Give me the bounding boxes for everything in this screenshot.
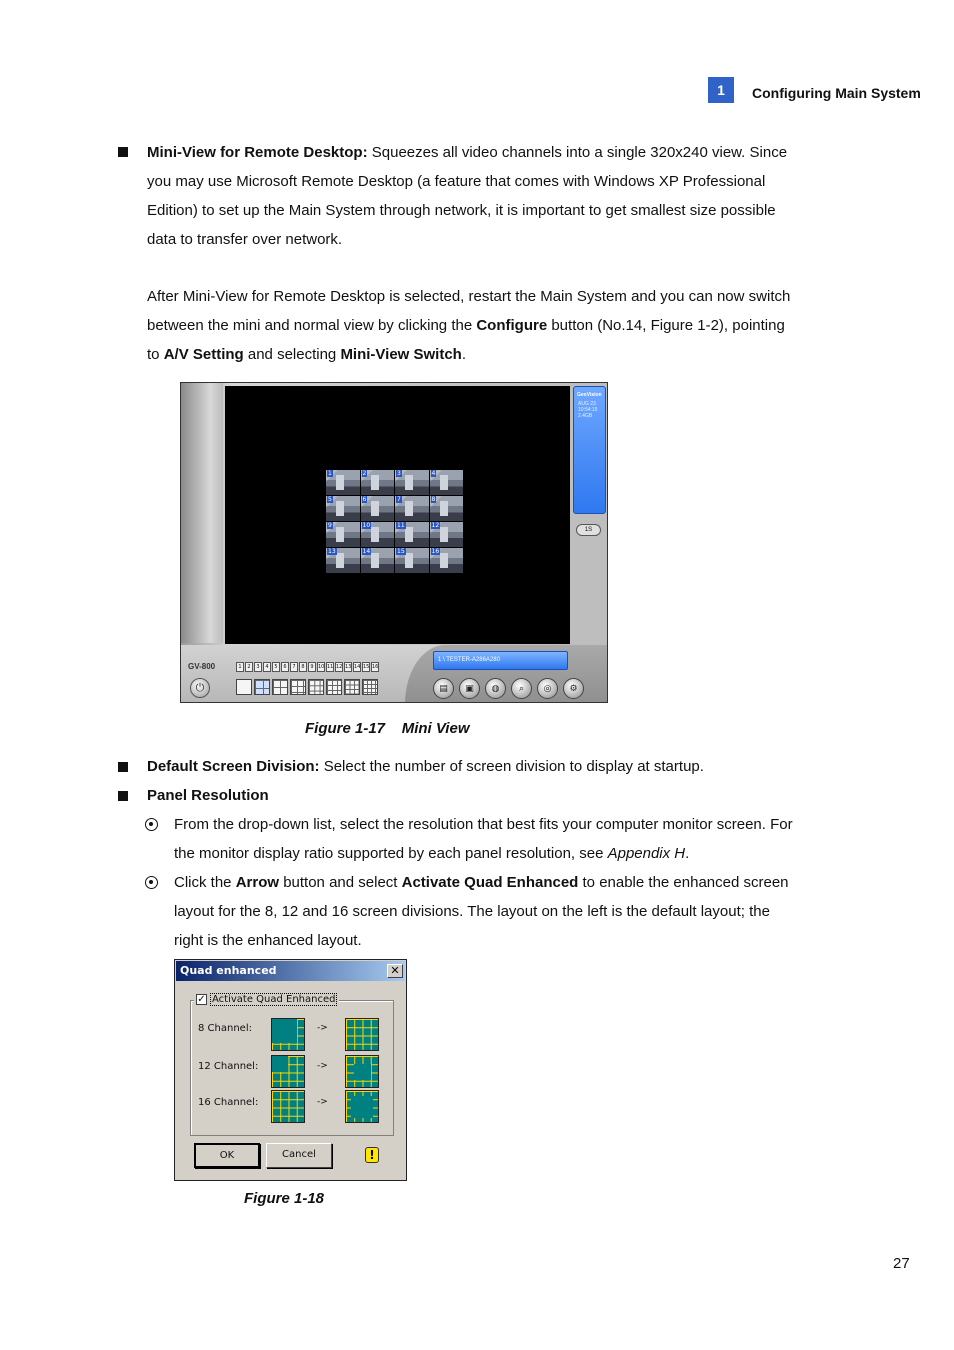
circle-bullet-icon bbox=[145, 876, 158, 889]
camera-number-label: 12 bbox=[431, 522, 440, 529]
ok-button[interactable]: OK bbox=[194, 1143, 260, 1168]
quad-enhanced-dialog bbox=[174, 959, 407, 1181]
channel-button[interactable]: 9 bbox=[308, 662, 316, 672]
channel-button[interactable]: 14 bbox=[354, 664, 361, 670]
channel-button[interactable]: 1 bbox=[236, 662, 244, 672]
default-12-channel-layout-icon bbox=[271, 1055, 305, 1088]
channel-button-row bbox=[236, 662, 379, 672]
mini-view-description: Mini-View for Remote Desktop: Squeezes all video channels into a single 320x240 view. Since you may use Microsoft Remote Desktop (a feature that comes with Windows XP Professional Edition) to set up the Main System through network, it is important to get smallest size possible data to transfer over network. bbox=[147, 144, 788, 248]
channel-button[interactable]: 7 bbox=[290, 662, 298, 672]
camera-thumbnail[interactable] bbox=[361, 522, 395, 547]
camera-number-label: 2 bbox=[362, 470, 367, 477]
camera-thumbnail[interactable] bbox=[326, 522, 360, 547]
camera-thumbnail[interactable] bbox=[430, 496, 464, 521]
activate-quad-enhanced-checkbox[interactable]: ✓ bbox=[197, 994, 206, 1005]
camera-number-label: 7 bbox=[397, 496, 401, 503]
warning-icon[interactable]: ! bbox=[365, 1147, 379, 1163]
channel-button[interactable]: 16 bbox=[372, 664, 379, 670]
row-label-8-channel: 8 Channel: bbox=[198, 1023, 252, 1034]
division-16-button[interactable] bbox=[362, 679, 378, 695]
cancel-button[interactable]: Cancel bbox=[266, 1143, 332, 1168]
close-icon[interactable]: ✕ bbox=[387, 964, 403, 978]
division-13-button[interactable] bbox=[344, 679, 360, 695]
camera-number-label: 5 bbox=[328, 496, 332, 503]
side-panel-button[interactable]: 1S bbox=[576, 524, 601, 536]
checkbox-label: Activate Quad Enhanced bbox=[212, 994, 336, 1005]
channel-button[interactable]: 6 bbox=[281, 662, 289, 672]
camera-number-label: 8 bbox=[431, 496, 436, 503]
activate-quad-enhanced-checkbox-row[interactable] bbox=[194, 993, 339, 1006]
camera-thumbnail[interactable] bbox=[395, 470, 429, 495]
side-date-info: AUG 23 10:54:15 2.4GB bbox=[578, 401, 598, 419]
panel-resolution-item-1: From the drop-down list, select the resolution that best fits your computer monitor screen. For the monitor display ratio supported by each panel resolution, see Appendix H. bbox=[174, 816, 793, 862]
mini-view-instructions: After Mini-View for Remote Desktop is selected, restart the Main System and you can now switch between the mini and normal view by clicking the Configure button (No.14, Figure 1-2), pointing to A/V Setting and selecting Mini-View Switch. bbox=[147, 288, 791, 363]
video-display-area bbox=[225, 386, 570, 644]
arrow-16-channel: -> bbox=[317, 1097, 328, 1107]
enhanced-16-channel-layout-icon bbox=[345, 1090, 379, 1123]
channel-button[interactable]: 4 bbox=[263, 662, 271, 672]
mini-view-term: Mini-View for Remote Desktop: bbox=[147, 144, 368, 161]
thumbnail-grid bbox=[326, 470, 463, 573]
channel-button[interactable]: 10 bbox=[318, 664, 325, 670]
camera-thumbnail[interactable] bbox=[395, 496, 429, 521]
channel-button[interactable]: 13 bbox=[345, 664, 352, 670]
camera-number-label: 10 bbox=[362, 522, 371, 529]
figure-18-caption: Figure 1-18 bbox=[244, 1190, 325, 1207]
camera-thumbnail[interactable] bbox=[361, 548, 395, 573]
camera-number-label: 6 bbox=[362, 496, 367, 503]
row-label-16-channel: 16 Channel: bbox=[198, 1097, 259, 1108]
left-bevel bbox=[181, 383, 223, 643]
camera-thumbnail[interactable] bbox=[430, 522, 464, 547]
camera-number-label: 16 bbox=[431, 548, 440, 555]
enhanced-8-channel-layout-icon bbox=[345, 1018, 379, 1051]
status-side-panel bbox=[573, 386, 606, 514]
dialog-title: Quad enhanced bbox=[176, 961, 405, 981]
camera-name-bar: 1 \ TESTER-A286A280 bbox=[433, 651, 568, 670]
bullet-square-icon bbox=[118, 147, 128, 157]
camera-thumbnail[interactable] bbox=[326, 496, 360, 521]
circle-bullet-icon bbox=[145, 818, 158, 831]
row-label-12-channel: 12 Channel: bbox=[198, 1061, 259, 1072]
arrow-8-channel: -> bbox=[317, 1023, 328, 1033]
enhanced-12-channel-layout-icon bbox=[345, 1055, 379, 1088]
camera-thumbnail[interactable] bbox=[326, 470, 360, 495]
camera-thumbnail[interactable] bbox=[326, 548, 360, 573]
channel-button[interactable]: 3 bbox=[254, 662, 262, 672]
gv-model-label: GV-800 bbox=[188, 662, 216, 671]
camera-number-label: 3 bbox=[397, 470, 401, 477]
tool-button-row bbox=[433, 678, 584, 699]
division-8-button[interactable] bbox=[290, 679, 306, 695]
camera-thumbnail[interactable] bbox=[430, 548, 464, 573]
default-screen-division-description: Default Screen Division: Select the number of screen division to display at startup. bbox=[147, 758, 704, 775]
camera-thumbnail[interactable] bbox=[395, 522, 429, 547]
tool-button-icon[interactable]: ◍ bbox=[485, 678, 506, 699]
arrow-12-channel: -> bbox=[317, 1061, 328, 1071]
tool-button-icon[interactable]: ⚙ bbox=[563, 678, 584, 699]
tool-button-icon[interactable]: ⌕ bbox=[511, 678, 532, 699]
camera-thumbnail[interactable] bbox=[395, 548, 429, 573]
camera-thumbnail[interactable] bbox=[361, 496, 395, 521]
bullet-square-icon bbox=[118, 791, 128, 801]
power-button[interactable]: ⏻ bbox=[190, 678, 210, 698]
default-8-channel-layout-icon bbox=[271, 1018, 305, 1051]
division-6-button[interactable] bbox=[272, 679, 288, 695]
tool-button-icon[interactable]: ▣ bbox=[459, 678, 480, 699]
division-4-button[interactable] bbox=[254, 679, 270, 695]
channel-button[interactable]: 15 bbox=[363, 664, 370, 670]
camera-number-label: 13 bbox=[328, 548, 336, 555]
channel-button[interactable]: 12 bbox=[336, 664, 343, 670]
channel-button[interactable]: 11 bbox=[327, 664, 334, 670]
page-number: 27 bbox=[893, 1255, 910, 1272]
division-1-button[interactable] bbox=[236, 679, 252, 695]
camera-thumbnail[interactable] bbox=[430, 470, 464, 495]
panel-resolution-item-2: Click the Arrow button and select Activate Quad Enhanced to enable the enhanced screen layout for the 8, 12 and 16 screen divisions. The layout on the left is the default layout; the right is the enhanced layout. bbox=[174, 874, 789, 949]
geovision-logo: GeoVision bbox=[577, 392, 602, 398]
chapter-number-badge: 1 bbox=[708, 77, 734, 103]
tool-button-icon[interactable]: ▤ bbox=[433, 678, 454, 699]
camera-number-label: 1 bbox=[328, 470, 332, 477]
tool-button-icon[interactable]: ◎ bbox=[537, 678, 558, 699]
panel-resolution-heading: Panel Resolution bbox=[147, 787, 269, 804]
channel-button[interactable]: 5 bbox=[272, 662, 280, 672]
screen-division-buttons bbox=[236, 679, 378, 695]
camera-number-label: 14 bbox=[362, 548, 371, 555]
default-16-channel-layout-icon bbox=[271, 1090, 305, 1123]
division-9-button[interactable] bbox=[308, 679, 324, 695]
division-10-button[interactable] bbox=[326, 679, 342, 695]
mini-view-screenshot bbox=[180, 382, 608, 703]
figure-17-caption: Figure 1-17 Mini View bbox=[305, 720, 470, 737]
channel-button[interactable]: 8 bbox=[299, 662, 307, 672]
channel-button[interactable]: 2 bbox=[245, 662, 253, 672]
chapter-title: Configuring Main System bbox=[752, 85, 921, 101]
camera-number-label: 15 bbox=[397, 548, 405, 555]
camera-thumbnail[interactable] bbox=[361, 470, 395, 495]
bullet-square-icon bbox=[118, 762, 128, 772]
camera-number-label: 11 bbox=[397, 522, 405, 529]
camera-number-label: 4 bbox=[431, 470, 436, 477]
camera-number-label: 9 bbox=[328, 522, 332, 529]
